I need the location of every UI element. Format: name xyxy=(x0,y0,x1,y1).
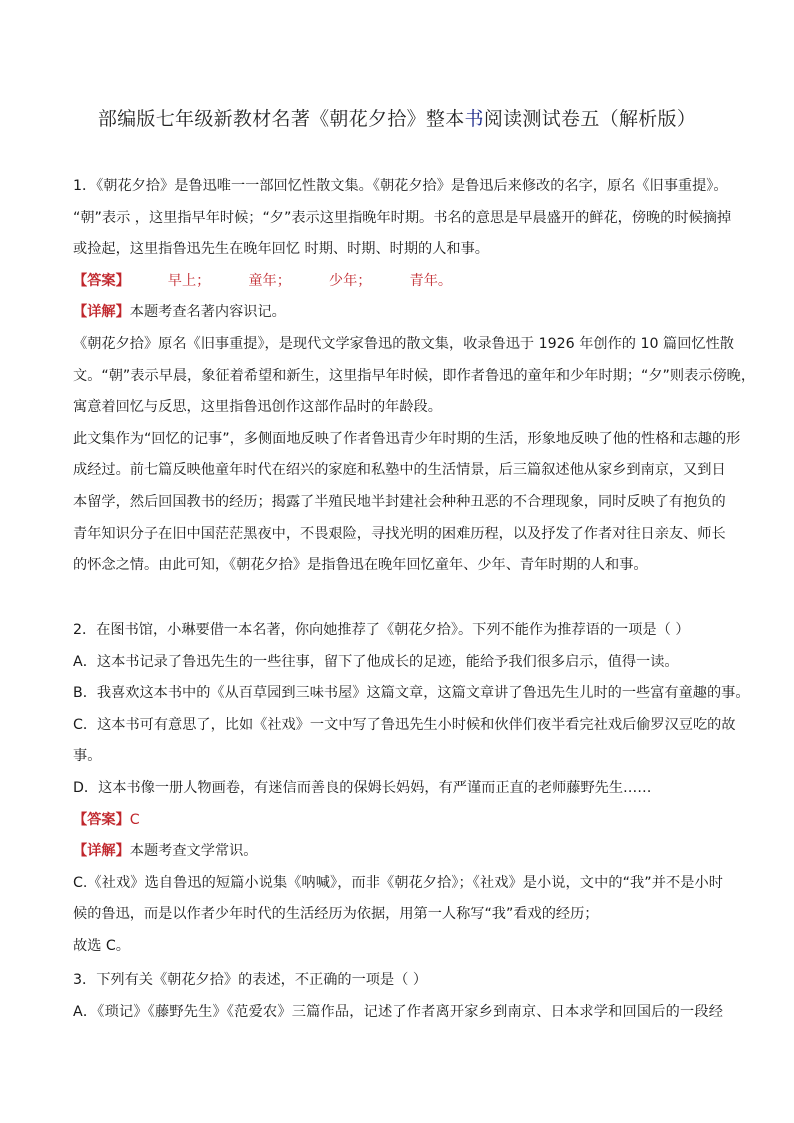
q3-stem: 3．下列有关《朝花夕拾》的表述，不正确的一项是（ ） xyxy=(73,972,428,988)
q2-option-b: B．我喜欢这本书中的《从百草园到三味书屋》这篇文章，这篇文章讲了鲁迅先生儿时的一些富有童趣的事。 xyxy=(73,685,750,702)
q1-para2-line-3: 本留学，然后回国教书的经历；揭露了半殖民地半封建社会种种丑恶的不合理现象，同时反映了有抱负的 xyxy=(73,493,726,510)
answer-value: C xyxy=(129,811,140,828)
q2-explanation-line-1: C.《社戏》选自鲁迅的短篇小说集《呐喊》，而非《朝花夕拾》；《社戏》是小说，文中的“我”并不是小时 xyxy=(73,874,723,891)
q2-detail xyxy=(73,836,723,868)
answer-label: 【答案】 xyxy=(73,811,130,828)
q2-option-a: A．这本书记录了鲁迅先生的一些往事，留下了他成长的足迹，能给予我们很多启示，值得一读。 xyxy=(73,653,679,670)
q2-option-c-line-1: C．这本书可有意思了，比如《社戏》一文中写了鲁迅先生小时候和伙伴们夜半看完社戏后偷罗汉豆吃的故 xyxy=(73,716,736,733)
title-part-1: 部编版七年级新教材名著《朝花夕拾》整本 xyxy=(97,108,465,130)
q1-para1-line-2: 文。“朝”表示早晨，象征着希望和新生，这里指早年时候，即作者鲁迅的童年和少年时期；“夕”则表示傍晚， xyxy=(73,367,756,384)
detail-label: 【详解】 xyxy=(73,304,130,321)
q2-stem: 2．在图书馆，小琳要借一本名著，你向她推荐了《朝花夕拾》。下列不能作为推荐语的一项是（ ） xyxy=(73,622,690,638)
q2-option-d: D．这本书像一册人物画卷，有迷信而善良的保姆长妈妈，有严谨而正直的老师藤野先生…… xyxy=(73,779,652,796)
q1-line-1: 1．《朝花夕拾》是鲁迅唯一一部回忆性散文集。《朝花夕拾》是鲁迅后来修改的名字，原名《旧事重提》。 xyxy=(73,178,728,194)
q2-option-c-line-2: 事。 xyxy=(73,748,102,765)
q1-para2-line-1: 此文集作为“回忆的记事”，多侧面地反映了作者鲁迅青少年时期的生活，形象地反映了他的性格和志趣的形 xyxy=(73,430,741,447)
detail-text: 本题考查文学常识。 xyxy=(129,843,258,860)
q1-line-2: “朝”表示 ，这里指早年时候；“夕”表示这里指晚年时期。书名的意思是早晨盛开的鲜花，傍晚的时候摘掉 xyxy=(73,209,732,226)
q1-para1-line-1: 《朝花夕拾》原名《旧事重提》，是现代文学家鲁迅的散文集，收录鲁迅于 1926 年创作的 10 篇回忆性散 xyxy=(73,335,734,352)
answer-2: 童年； xyxy=(248,272,291,289)
q1-para2-line-2: 成经过。前七篇反映他童年时代在绍兴的家庭和私塾中的生活情景，后三篇叙述他从家乡到南京，又到日 xyxy=(73,462,726,479)
q1-para2-line-5: 的怀念之情。由此可知，《朝花夕拾》是指鲁迅在晚年回忆童年、少年、青年时期的人和事。 xyxy=(73,557,648,574)
q1-detail xyxy=(73,297,723,329)
answer-1: 早上； xyxy=(167,272,211,289)
q1-para1-line-3: 寓意着回忆与反思，这里指鲁迅创作这部作品时的年龄段。 xyxy=(73,399,442,416)
answer-3: 少年； xyxy=(328,272,372,289)
question-1 xyxy=(73,171,756,582)
question-3 xyxy=(73,965,723,1028)
q2-explanation-line-2: 候的鲁迅，而是以作者少年时代的生活经历为依据，用第一人称写“我”看戏的经历； xyxy=(73,906,599,923)
q2-conclusion: 故选 C。 xyxy=(73,937,130,954)
question-2 xyxy=(73,615,750,963)
title-highlight: 书 xyxy=(464,108,484,130)
detail-text: 本题考查名著内容识记。 xyxy=(129,304,286,321)
q1-line-3: 或捡起，这里指鲁迅先生在晚年回忆 时期、时期、时期的人和事。 xyxy=(73,241,489,258)
detail-label: 【详解】 xyxy=(73,843,130,860)
answer-4: 青年。 xyxy=(409,272,453,289)
document-title xyxy=(0,104,794,131)
q2-answer xyxy=(73,805,723,837)
q3-option-a: A．《琐记》《藤野先生》《范爱农》三篇作品，记述了作者离开家乡到南京、日本求学和回国后的一段经 xyxy=(73,1003,723,1020)
title-part-2: 阅读测试卷五（解析版） xyxy=(483,108,697,130)
q1-answer xyxy=(73,266,723,298)
q1-para2-line-4: 青年知识分子在旧中国茫茫黑夜中，不畏艰险，寻找光明的困难历程，以及抒发了作者对往日亲友、师长 xyxy=(73,525,726,542)
answer-label: 【答案】 xyxy=(73,272,130,289)
